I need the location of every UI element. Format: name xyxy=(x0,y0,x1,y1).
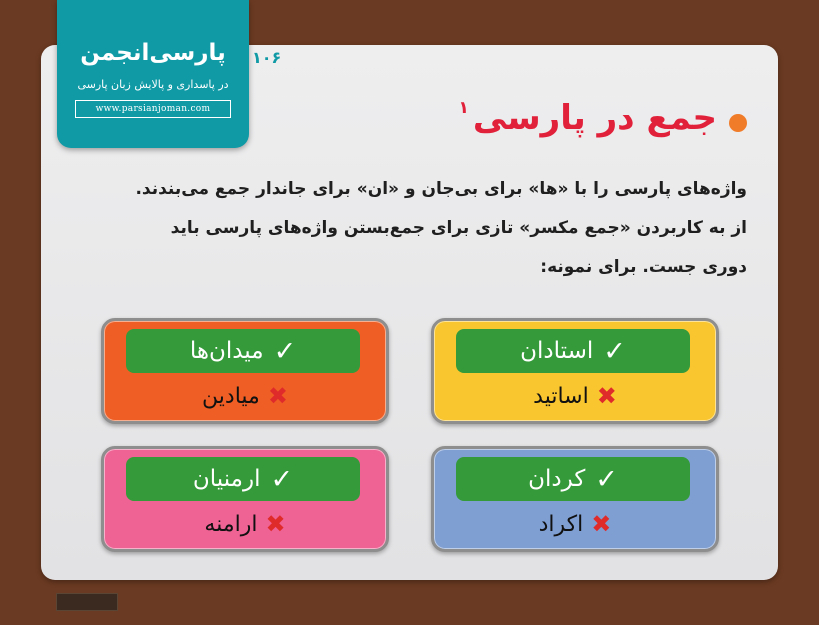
checkmark-icon: ✓ xyxy=(595,463,618,495)
incorrect-form xyxy=(104,505,386,543)
bullet-icon xyxy=(729,114,747,132)
heading-text: جمع در پارسی xyxy=(472,98,717,138)
checkmark-icon: ✓ xyxy=(270,463,294,495)
page-number: ۱۰۶ xyxy=(252,48,282,67)
example-box xyxy=(431,318,719,424)
cross-icon: ✖ xyxy=(596,382,617,410)
heading xyxy=(458,98,747,138)
cross-icon: ✖ xyxy=(591,510,612,538)
correct-form-pill xyxy=(456,329,690,373)
cross-icon: ✖ xyxy=(265,510,286,538)
logo-title: پارسی‌انجمن xyxy=(80,40,226,66)
incorrect-word: اساتید xyxy=(533,383,589,409)
correct-form-pill xyxy=(126,329,360,373)
body-paragraph xyxy=(87,170,747,287)
incorrect-form xyxy=(104,377,386,415)
checkmark-icon: ✓ xyxy=(603,335,626,367)
paragraph-line-2: از به کاربردن «جمع مکسر» تازی برای جمع‌بستن واژه‌های پارسی باید xyxy=(170,218,747,238)
checkmark-icon: ✓ xyxy=(273,335,297,367)
heading-footnote-mark: ۱ xyxy=(458,98,469,118)
correct-word: کردان xyxy=(528,466,586,492)
example-box xyxy=(431,446,719,552)
correct-word: میدان‌ها xyxy=(189,338,264,364)
logo-subtitle: در پاسداری و پالایش زبان پارسی xyxy=(77,78,229,91)
incorrect-form xyxy=(434,505,716,543)
example-box xyxy=(101,318,389,424)
cross-icon: ✖ xyxy=(267,382,288,410)
logo-badge xyxy=(57,0,249,148)
example-box xyxy=(101,446,389,552)
correct-form-pill xyxy=(456,457,690,501)
correct-word: استادان xyxy=(520,338,594,364)
incorrect-form xyxy=(434,377,716,415)
logo-url: www.parsianjoman.com xyxy=(75,100,231,118)
paragraph-line-3: دوری جست. برای نمونه: xyxy=(540,257,747,277)
incorrect-word: میادین xyxy=(202,383,260,409)
corner-stamp-logo xyxy=(56,593,118,611)
incorrect-word: اکراد xyxy=(538,511,584,537)
paragraph-line-1: واژه‌های پارسی را با «ها» برای بی‌جان و «ان» برای جاندار جمع می‌بندند. xyxy=(135,179,747,199)
correct-form-pill xyxy=(126,457,360,501)
correct-word: ارمنیان xyxy=(192,466,261,492)
incorrect-word: ارامنه xyxy=(204,511,258,537)
